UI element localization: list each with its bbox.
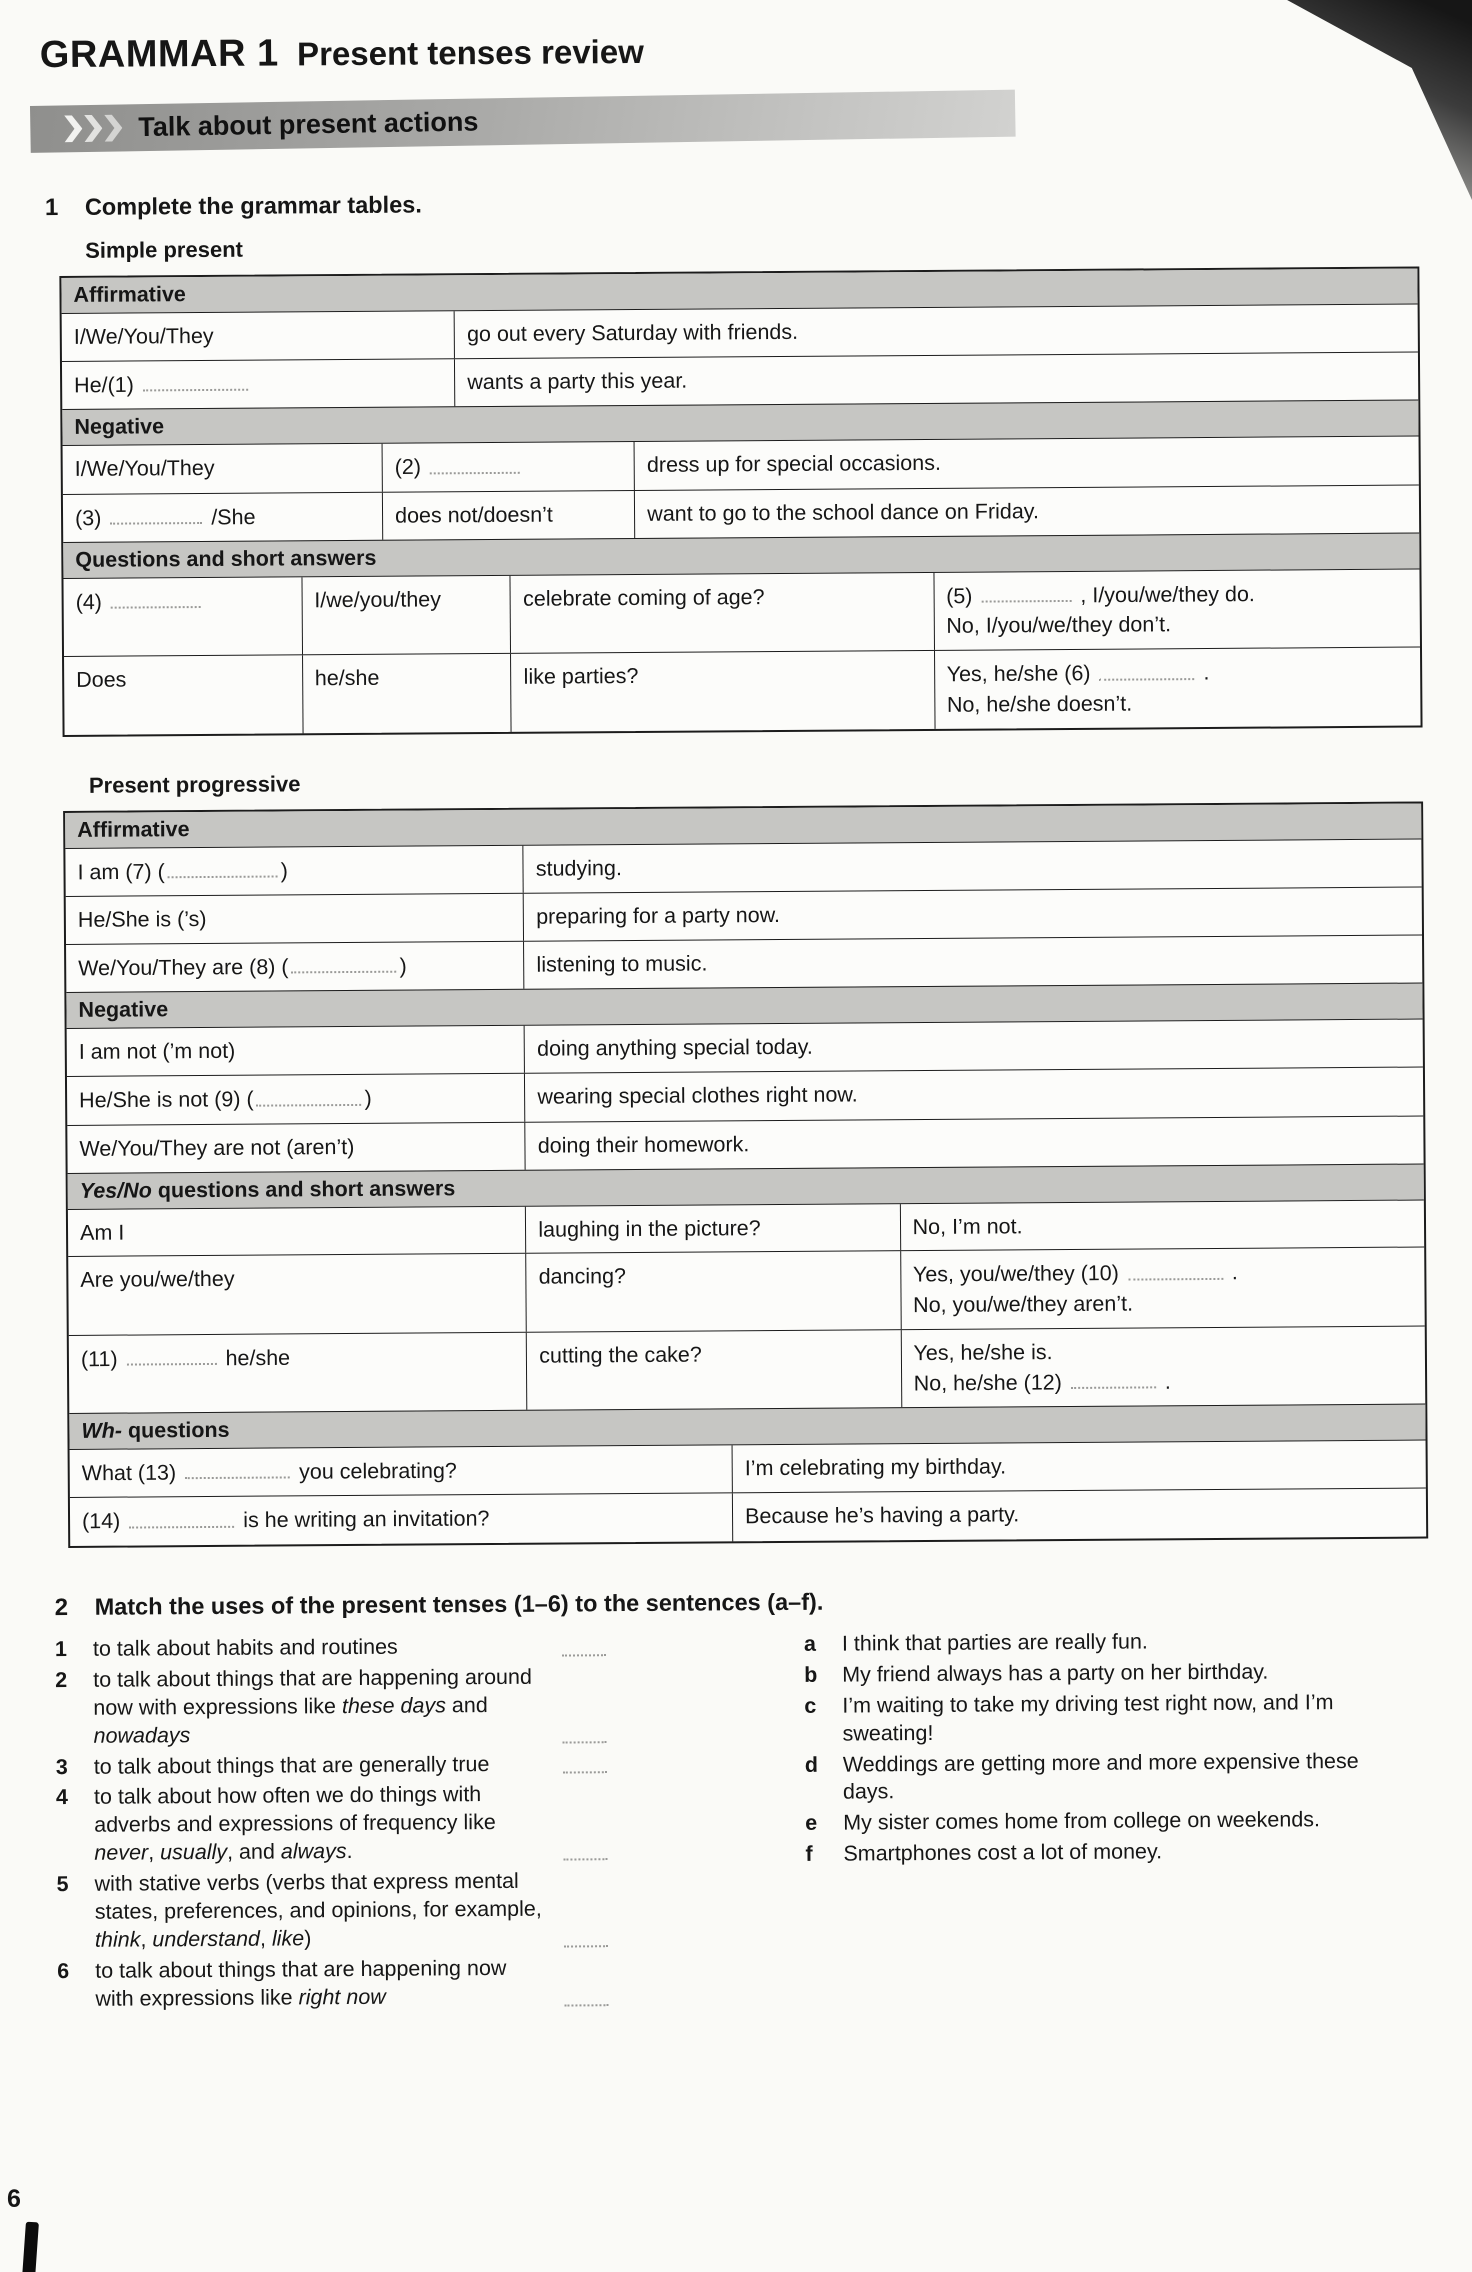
- answer-blank: [291, 953, 396, 974]
- item-text: My sister comes home from college on weekends.: [843, 1807, 1321, 1835]
- text-segment: Are you/we/they: [80, 1267, 235, 1293]
- text-segment: , and: [226, 1839, 281, 1865]
- objective-banner: [30, 90, 1016, 153]
- table-cell: [524, 839, 1422, 893]
- table-cell: [934, 570, 1420, 651]
- table-cell: [383, 442, 636, 491]
- exercise-number: 1: [44, 194, 59, 222]
- text-segment: always: [280, 1839, 347, 1864]
- match-answer-blank: [564, 1985, 608, 2007]
- table-cell: [66, 894, 525, 944]
- text-segment: cutting the cake?: [539, 1342, 702, 1368]
- item-number: 3: [55, 1754, 68, 1779]
- text-segment: (2): [394, 455, 428, 480]
- text-segment: (11): [80, 1346, 124, 1372]
- use-item: [57, 1867, 609, 1955]
- text-segment: No, you/we/they aren’t.: [913, 1291, 1134, 1317]
- ink-mark: [22, 2222, 39, 2272]
- answer-blank: [1071, 1368, 1156, 1389]
- table-cell: [383, 491, 636, 540]
- text-segment: He/She is (’s): [77, 906, 207, 932]
- item-text: [94, 1781, 550, 1868]
- table-cell: [64, 656, 303, 735]
- table-cell: [511, 573, 935, 653]
- table-cell: [65, 845, 524, 896]
- text-segment: like parties?: [523, 664, 639, 690]
- cell-line: [913, 1258, 1413, 1290]
- text-segment: He/(1): [74, 372, 140, 398]
- match-answer-blank: [562, 1721, 606, 1743]
- cell-line: [913, 1336, 1413, 1367]
- table-cell: [901, 1248, 1425, 1329]
- answer-blank: [126, 1345, 216, 1366]
- page-number: 6: [7, 2185, 21, 2213]
- text-segment: to talk about habits and routines: [92, 1634, 398, 1661]
- table-row: [64, 647, 1421, 735]
- text-segment: wearing special clothes right now.: [537, 1082, 858, 1109]
- table-row: [63, 569, 1420, 657]
- table-row: [63, 436, 1419, 494]
- table-cell: [68, 1254, 527, 1334]
- item-text: My friend always has a party on her birthday.: [842, 1659, 1269, 1687]
- match-answer-blank: [562, 1634, 606, 1656]
- use-item: [55, 1663, 607, 1751]
- item-number: 4: [55, 1785, 69, 1810]
- item-letter: c: [804, 1693, 817, 1718]
- answer-blank: [430, 453, 520, 474]
- text-segment: No, I/you/we/they don’t.: [946, 612, 1172, 639]
- table-cell: [67, 1074, 526, 1125]
- text-segment: laughing in the picture?: [538, 1215, 761, 1242]
- table-cell: [733, 1489, 1426, 1541]
- text-segment: dancing?: [538, 1264, 627, 1290]
- answer-blank: [981, 582, 1071, 603]
- text-segment: wants a party this year.: [467, 368, 688, 395]
- item-number: 2: [55, 1667, 68, 1692]
- table-cell: [62, 359, 456, 409]
- text-segment: he/she: [219, 1345, 291, 1371]
- text-segment: with stative verbs (verbs that express mental states, preferences, and opinions, for example,: [94, 1869, 542, 1924]
- cell-line: [946, 580, 1408, 612]
- text-segment: .: [1158, 1369, 1171, 1394]
- text-segment: Yes, he/she (6): [946, 661, 1097, 687]
- chevrons-icon: [64, 114, 122, 142]
- use-item: [55, 1632, 606, 1664]
- text-segment: to talk about things that are happening now with expressions like: [95, 1955, 507, 2011]
- item-letter: d: [804, 1752, 819, 1777]
- cell-line: [914, 1366, 1414, 1398]
- text-segment: We/You/They are (8) (: [78, 954, 289, 981]
- table-cell: [901, 1326, 1425, 1407]
- table-cell: [524, 887, 1422, 940]
- exercise-1-heading: [45, 184, 1453, 222]
- table-row: [67, 1067, 1423, 1125]
- table-cell: [302, 576, 511, 655]
- text-segment: Yes/No: [79, 1177, 152, 1203]
- text-segment: these days: [341, 1692, 446, 1718]
- item-text: Weddings are getting more and more expensive these days.: [842, 1748, 1359, 1805]
- use-item: [56, 1750, 607, 1782]
- chevron-glyph: [64, 115, 82, 142]
- table-row: [66, 934, 1422, 992]
- item-number: 6: [57, 1959, 70, 1984]
- text-segment: ): [364, 1086, 372, 1111]
- answer-blank: [185, 1458, 290, 1479]
- text-segment: No, he/she doesn’t.: [946, 691, 1133, 717]
- table-row: [69, 1325, 1426, 1413]
- text-segment: nowadays: [93, 1722, 191, 1748]
- table-cell: [303, 654, 512, 733]
- text-segment: questions and short answers: [151, 1175, 456, 1202]
- sentences-list: [804, 1626, 1426, 2011]
- item-letter: e: [805, 1811, 818, 1836]
- match-answer-blank: [564, 1926, 608, 1948]
- text-segment: never: [94, 1840, 149, 1866]
- text-segment: I/we/you/they: [314, 587, 442, 613]
- table-row: [67, 1019, 1423, 1076]
- exercise-2-heading: [55, 1584, 1463, 1622]
- text-segment: right now: [298, 1984, 386, 2010]
- table-cell: [526, 1116, 1424, 1169]
- use-item: [56, 1781, 608, 1869]
- text-segment: .: [1225, 1260, 1238, 1285]
- text-segment: (14): [81, 1509, 127, 1534]
- answer-blank: [110, 504, 202, 525]
- sentence-item: [805, 1747, 1424, 1807]
- use-item: [57, 1954, 608, 2014]
- item-letter: b: [804, 1662, 818, 1687]
- table-cell: [63, 577, 302, 656]
- item-number: 5: [56, 1872, 69, 1897]
- text-segment: I am (7) (: [77, 859, 165, 884]
- text-segment: Am I: [79, 1220, 125, 1245]
- table-cell: [63, 444, 383, 494]
- text-segment: is he writing an invitation?: [237, 1506, 490, 1533]
- exercise-number: 2: [54, 1593, 69, 1621]
- text-segment: (4): [75, 590, 108, 615]
- sentence-item: [804, 1657, 1423, 1689]
- item-text: I think that parties are really fun.: [841, 1629, 1148, 1656]
- matching-exercise: [55, 1626, 1426, 2017]
- item-text: [93, 1632, 548, 1663]
- table-row: [68, 1199, 1424, 1256]
- section-header-questions: Questions and short answers: [63, 533, 1419, 578]
- cell-line: [913, 1288, 1413, 1319]
- text-segment: ,: [140, 1927, 153, 1952]
- text-segment: doing anything special today.: [537, 1035, 813, 1061]
- section-header-negative: Negative: [62, 400, 1418, 445]
- text-segment: I/We/You/They: [74, 456, 215, 482]
- chevron-glyph: [104, 114, 122, 141]
- text-segment: he/she: [314, 666, 380, 691]
- text-segment: questions: [121, 1417, 230, 1443]
- table-cell: [70, 1494, 733, 1546]
- table-title-simple-present: Simple present: [85, 236, 243, 263]
- table-row: [62, 351, 1418, 409]
- text-segment: No, he/she (12): [913, 1370, 1068, 1396]
- text-segment: and: [445, 1692, 488, 1717]
- text-segment: Yes, he/she is.: [913, 1339, 1053, 1365]
- unit-label: GRAMMAR 1: [39, 32, 279, 77]
- text-segment: (3): [74, 505, 108, 530]
- table-row: [67, 1115, 1423, 1172]
- page-header: [40, 24, 1452, 77]
- text-segment: celebrate coming of age?: [523, 585, 765, 611]
- table-cell: [900, 1200, 1424, 1251]
- text-segment: to talk about things that are generally true: [93, 1751, 490, 1779]
- section-header-affirmative: Affirmative: [61, 269, 1417, 313]
- table-row: [63, 484, 1419, 542]
- answer-blank: [1128, 1259, 1223, 1280]
- text-segment: want to go to the school dance on Friday.: [647, 498, 1039, 526]
- table-cell: [69, 1333, 528, 1413]
- answer-blank: [129, 1507, 234, 1528]
- exercise-instruction: Match the uses of the present tenses (1–6) to the sentences (a–f).: [94, 1588, 824, 1620]
- sentence-item: [804, 1688, 1423, 1748]
- present-progressive-table: [63, 801, 1428, 1548]
- text-segment: .: [1197, 660, 1210, 685]
- item-letter: f: [805, 1842, 813, 1867]
- simple-present-table: [59, 267, 1422, 737]
- cell-line: [946, 610, 1408, 641]
- item-text: [94, 1750, 549, 1781]
- answer-blank: [1099, 659, 1194, 680]
- text-segment: studying.: [535, 855, 622, 881]
- table-cell: [525, 1068, 1423, 1122]
- text-segment: I am not (’m not): [78, 1039, 236, 1065]
- page-title: Present tenses review: [296, 32, 644, 73]
- text-segment: to talk about things that are happening around now with expressions like: [93, 1664, 532, 1720]
- text-segment: ): [280, 858, 288, 883]
- text-segment: ): [304, 1926, 312, 1951]
- cell-line: [947, 688, 1409, 719]
- section-header-affirmative: Affirmative: [65, 803, 1421, 847]
- table-cell: [63, 492, 383, 542]
- text-segment: does not/doesn’t: [394, 502, 553, 528]
- table-cell: [67, 1122, 526, 1172]
- text-segment: I’m celebrating my birthday.: [744, 1454, 1007, 1481]
- table-cell: [455, 352, 1418, 406]
- table-row: [65, 838, 1421, 896]
- table-cell: [455, 305, 1418, 359]
- table-cell: [527, 1252, 902, 1332]
- sentence-item: [804, 1626, 1423, 1658]
- table-cell: [525, 1020, 1423, 1073]
- objective-text: Talk about present actions: [138, 106, 479, 143]
- cell-line: [947, 658, 1409, 690]
- item-text: Smartphones cost a lot of money.: [843, 1839, 1163, 1866]
- text-segment: /She: [205, 504, 256, 530]
- text-segment: like: [271, 1926, 305, 1951]
- text-segment: We/You/They are not (aren’t): [79, 1134, 355, 1161]
- text-segment: Because he’s having a party.: [745, 1502, 1020, 1529]
- table-cell: [62, 311, 456, 361]
- text-segment: , I/you/we/they do.: [1074, 582, 1255, 608]
- table-row: [70, 1488, 1426, 1546]
- sentence-item: [805, 1837, 1424, 1869]
- text-segment: (5): [946, 584, 979, 609]
- table-cell: [635, 437, 1419, 490]
- text-segment: you celebrating?: [293, 1458, 457, 1484]
- text-segment: understand: [152, 1926, 261, 1952]
- text-segment: ): [399, 953, 407, 978]
- text-segment: I/We/You/They: [73, 323, 214, 349]
- text-segment: He/She is not (9) (: [79, 1087, 254, 1113]
- table-cell: [68, 1206, 527, 1256]
- section-header-negative: Negative: [66, 983, 1422, 1028]
- item-text: [93, 1663, 549, 1750]
- table-cell: [635, 485, 1419, 538]
- table-cell: [935, 648, 1421, 729]
- table-cell: [526, 1204, 901, 1254]
- uses-list: [55, 1632, 609, 2017]
- table-row: [62, 304, 1418, 361]
- table-cell: [524, 935, 1422, 989]
- text-segment: Does: [76, 667, 127, 693]
- answer-blank: [111, 588, 201, 609]
- match-answer-blank: [563, 1752, 607, 1774]
- text-segment: What (13): [81, 1460, 183, 1486]
- text-segment: usually: [160, 1840, 228, 1865]
- text-segment: doing their homework.: [537, 1131, 750, 1158]
- text-segment: Wh-: [81, 1418, 123, 1443]
- table-cell: [66, 942, 525, 993]
- item-text: I’m waiting to take my driving test right now, and I’m sweating!: [842, 1689, 1334, 1746]
- sentence-item: [805, 1806, 1424, 1838]
- exercise-instruction: Complete the grammar tables.: [84, 191, 422, 220]
- table-cell: [511, 651, 935, 731]
- table-row: [66, 886, 1422, 943]
- text-segment: No, I’m not.: [912, 1213, 1023, 1239]
- answer-blank: [143, 371, 248, 392]
- text-segment: listening to music.: [536, 951, 708, 977]
- table-cell: [527, 1330, 902, 1410]
- table-row: [70, 1440, 1426, 1498]
- text-segment: dress up for special occasions.: [646, 451, 941, 478]
- item-number: 1: [54, 1636, 68, 1661]
- chevron-glyph: [84, 115, 102, 142]
- table-cell: [733, 1441, 1426, 1493]
- text-segment: think: [94, 1927, 141, 1952]
- match-answer-blank: [563, 1839, 607, 1861]
- text-segment: to talk about how often we do things with adverbs and expressions of frequency like: [93, 1782, 496, 1838]
- text-segment: preparing for a party now.: [536, 902, 781, 929]
- table-cell: [70, 1445, 733, 1497]
- table-title-present-progressive: Present progressive: [88, 770, 301, 798]
- text-segment: .: [346, 1839, 353, 1864]
- item-text: [95, 1868, 551, 1955]
- answer-blank: [256, 1085, 361, 1106]
- item-letter: a: [803, 1631, 816, 1656]
- table-row: [68, 1247, 1425, 1335]
- text-segment: ,: [148, 1840, 161, 1865]
- item-text: [95, 1955, 550, 2014]
- table-cell: [67, 1026, 526, 1076]
- text-segment: Yes, you/we/they (10): [912, 1261, 1125, 1287]
- answer-blank: [168, 857, 278, 878]
- text-segment: ,: [259, 1926, 272, 1951]
- text-segment: go out every Saturday with friends.: [466, 319, 799, 347]
